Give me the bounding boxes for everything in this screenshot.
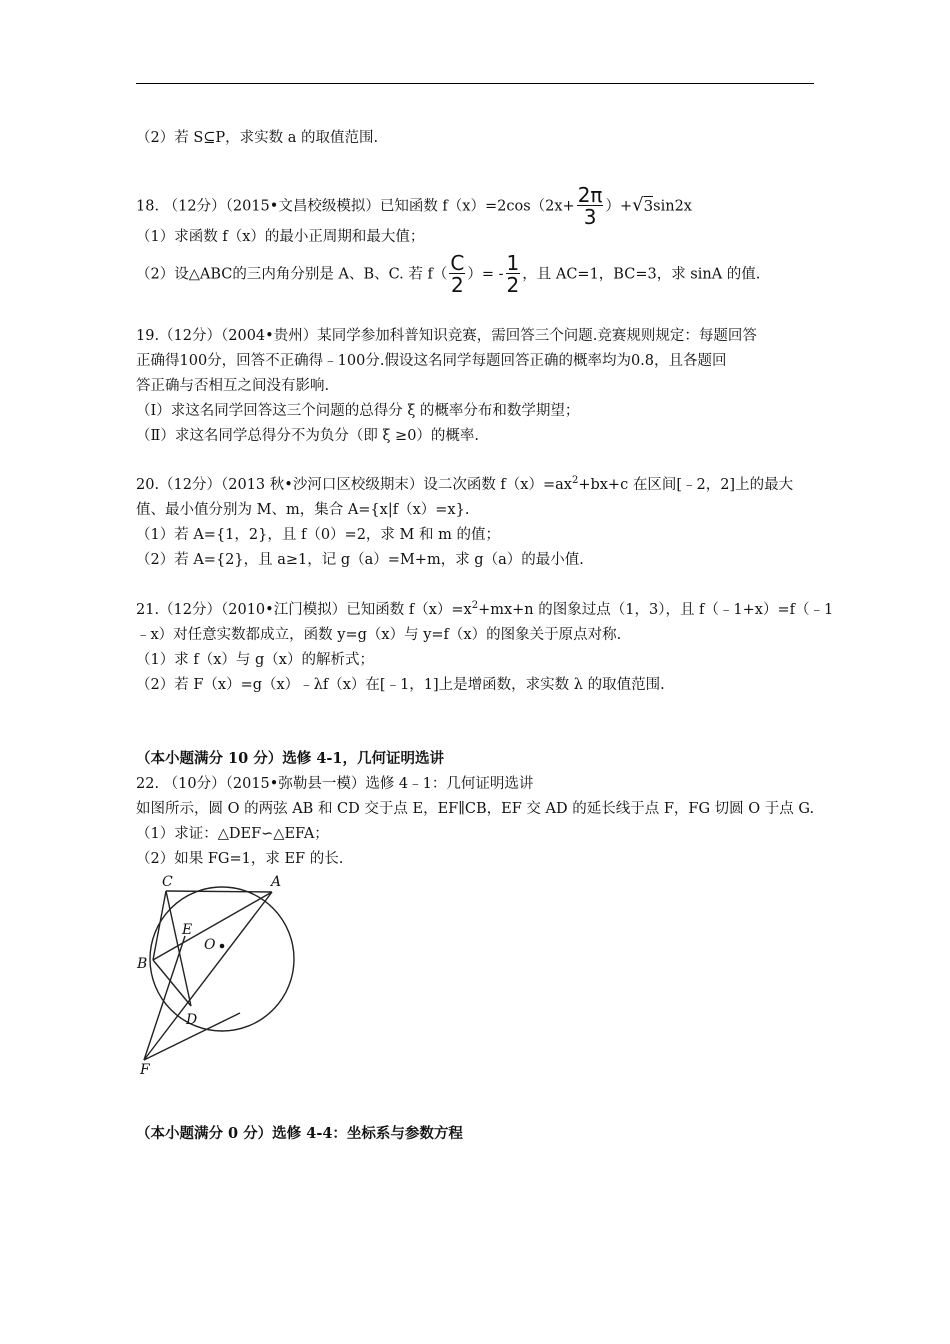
q21-part1: （1）求 f（x）与 g（x）的解析式； xyxy=(136,652,374,668)
q18-part2 xyxy=(136,253,760,296)
label-a: A xyxy=(271,874,282,890)
label-b: B xyxy=(137,956,148,972)
q20-part1: （1）若 A={1，2}，且 f（0）=2，求 M 和 m 的值； xyxy=(136,527,500,543)
q19-line2: 正确得100分，回答不正确得﹣100分.假设这名同学每题回答正确的概率均为0.8，且各题回 xyxy=(136,353,727,369)
q18-part2-frac1 xyxy=(449,253,465,296)
chord-cd xyxy=(166,891,191,1006)
q18-sqrt-radicand: 3 xyxy=(643,196,654,215)
q18-lead: 18. （12分）（2015•文昌校级模拟）已知函数 f（x）=2cos（2x+ xyxy=(136,198,575,215)
q21-superscript: 2 xyxy=(471,600,479,612)
q19-line3: 答正确与否相互之间没有影响. xyxy=(136,378,330,394)
q21-line1-b: +mx+n 的图象过点（1，3），且 f（﹣1+x）=f（﹣1 xyxy=(478,602,834,618)
q19-part2: （Ⅱ）求这名同学总得分不为负分（即 ξ ≥0）的概率. xyxy=(136,428,480,444)
q18-part1: （1）求函数 f（x）的最小正周期和最大值； xyxy=(136,229,425,245)
q18-part2-b: ）= - xyxy=(467,266,504,283)
q18-part2-frac2 xyxy=(506,253,521,296)
circle-o xyxy=(150,887,294,1031)
label-c: C xyxy=(162,874,173,890)
header-rule xyxy=(136,83,814,84)
q22-line2: 如图所示，圆 O 的两弦 AB 和 CD 交于点 E，EF∥CB，EF 交 AD 的延长线于点 F，FG 切圆 O 于点 G. xyxy=(136,801,815,817)
label-o: O xyxy=(204,937,216,953)
q19-part1: （Ⅰ）求这名同学回答这三个问题的总得分 ξ 的概率分布和数学期望； xyxy=(136,403,580,419)
center-point-o xyxy=(220,944,225,949)
q20-line1 xyxy=(136,475,793,495)
q17-part2: （2）若 S⊆P，求实数 a 的取值范围. xyxy=(136,130,379,146)
q18-part2-frac1-den: 2 xyxy=(450,273,464,297)
q21-line1-a: 21.（12分）（2010•江门模拟）已知函数 f（x）=x xyxy=(136,602,472,618)
q18-mid: ）+ xyxy=(605,198,633,215)
q21-part2: （2）若 F（x）=g（x）﹣λf（x）在[﹣1，1]上是增函数，求实数 λ 的取值范围. xyxy=(136,677,665,693)
q20-part2: （2）若 A={2}，且 a≥1，记 g（a）=M+m，求 g（a）的最小值. xyxy=(136,552,584,568)
q18-tail: sin2x xyxy=(653,198,692,215)
q18-part2-c: ，且 AC=1，BC=3，求 sinA 的值. xyxy=(522,266,761,283)
q18-part2-frac2-den: 2 xyxy=(506,273,520,297)
q22-part1: （1）求证：△DEF∽△EFA； xyxy=(136,826,329,842)
q18-stem xyxy=(136,185,692,228)
q18-fraction xyxy=(577,185,604,228)
q20-line1-b: +bx+c 在区间[﹣2，2]上的最大 xyxy=(578,477,794,493)
geometry-figure xyxy=(128,870,308,1080)
q19-line1: 19.（12分）（2004•贵州）某同学参加科普知识竞赛，需回答三个问题.竞赛规则规定：每题回答 xyxy=(136,328,757,344)
label-e: E xyxy=(182,922,193,938)
chord-cb xyxy=(153,891,166,960)
q18-part2-a: （2）设△ABC的三内角分别是 A、B、C. 若 f（ xyxy=(136,266,448,283)
section-4-4-heading: （本小题满分 0 分）选修 4-4：坐标系与参数方程 xyxy=(136,1125,463,1142)
q21-line2: ﹣x）对任意实数都成立，函数 y=g（x）与 y=f（x）的图象关于原点对称. xyxy=(136,627,622,643)
q22-line1: 22. （10分）（2015•弥勒县一模）选修 4﹣1：几何证明选讲 xyxy=(136,776,534,792)
sqrt-symbol: √ xyxy=(632,194,644,216)
q22-part2: （2）如果 FG=1，求 EF 的长. xyxy=(136,851,344,867)
label-d: D xyxy=(186,1012,198,1028)
q18-part2-frac1-num: C xyxy=(450,251,465,275)
label-f: F xyxy=(140,1062,150,1078)
q20-superscript: 2 xyxy=(571,475,579,487)
q20-line2: 值、最小值分别为 M、m，集合 A={x|f（x）=x}. xyxy=(136,502,470,518)
q20-line1-a: 20.（12分）（2013 秋•沙河口区校级期末）设二次函数 f（x）=ax xyxy=(136,477,572,493)
chord-ca xyxy=(166,891,272,892)
q18-frac-den: 3 xyxy=(583,205,597,229)
q21-line1 xyxy=(136,600,833,620)
q18-part2-frac2-num: 1 xyxy=(506,251,520,275)
q18-frac-num: 2π xyxy=(577,183,603,207)
section-4-1-heading: （本小题满分 10 分）选修 4-1，几何证明选讲 xyxy=(136,750,445,767)
